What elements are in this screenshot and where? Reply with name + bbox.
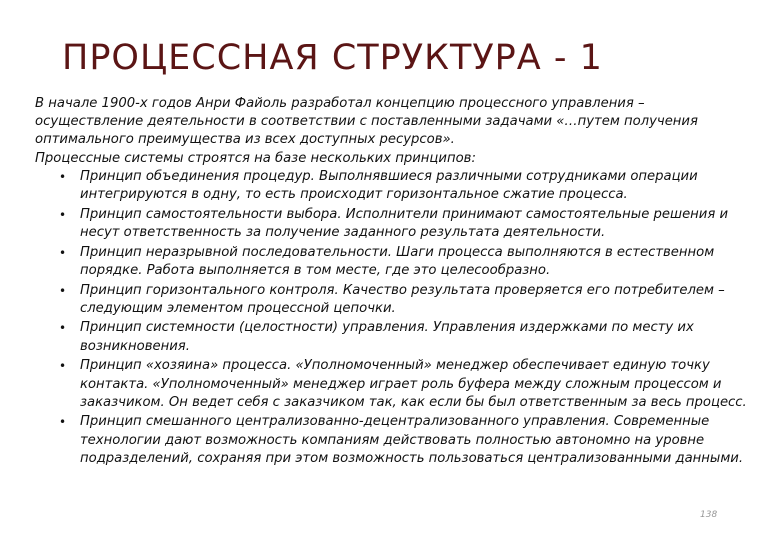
list-item xyxy=(35,282,747,318)
bullet-icon: • xyxy=(59,245,67,260)
bullet-icon: • xyxy=(59,207,67,222)
intro-paragraph: В начале 1900-х годов Анри Файоль разработал концепцию процессного управления – осуществление деятельности в соответствии с поставленными задачами «…путем получения оптимального преимущества из всех доступных ресурсов». xyxy=(35,96,698,148)
bullet-icon: • xyxy=(59,415,67,430)
slide-body xyxy=(35,95,747,470)
list-item-text: Принцип неразрывной последовательности. Шаги процесса выполняются в естественном порядке. Работа выполняется в том месте, где это целесообразно. xyxy=(80,244,715,278)
page-number: 138 xyxy=(700,510,718,520)
bullet-icon: • xyxy=(59,169,67,184)
list-item-text: Принцип смешанного централизованно-децентрализованного управления. Современные технологии дают возможность компаниям действовать полностью автономно на уровне подразделений, сохраняя при этом возможность пользоваться централизованными данными. xyxy=(80,414,744,466)
list-item-text: Принцип «хозяина» процесса. «Уполномоченный» менеджер обеспечивает единую точку контакта. «Уполномоченный» менеджер играет роль буфера между сложным процессом и заказчиком. Он ведет себя с заказчиком так, как если бы был ответственным за весь процесс. xyxy=(80,358,747,410)
principles-lead: Процессные системы строятся на базе нескольких принципов: xyxy=(35,150,476,166)
list-item xyxy=(35,413,747,468)
slide-title: ПРОЦЕССНАЯ СТРУКТУРА - 1 xyxy=(62,38,603,78)
list-item xyxy=(35,168,747,204)
principles-list xyxy=(35,168,747,468)
list-item-text: Принцип системности (целостности) управления. Управления издержками по месту их возникновения. xyxy=(80,320,694,354)
list-item-text: Принцип самостоятельности выбора. Исполнители принимают самостоятельные решения и несут ответственность за получение заданного результата деятельности. xyxy=(80,206,729,240)
list-item xyxy=(35,319,747,355)
bullet-icon: • xyxy=(59,359,67,374)
bullet-icon: • xyxy=(59,283,67,298)
list-item xyxy=(35,244,747,280)
list-item xyxy=(35,357,747,412)
list-item-text: Принцип объединения процедур. Выполнявшиеся различными сотрудниками операции интегрируются в одну, то есть происходит горизонтальное сжатие процесса. xyxy=(80,168,698,203)
bullet-icon: • xyxy=(59,321,67,336)
list-item-text: Принцип горизонтального контроля. Качество результата проверяется его потребителем – следующим элементом процессной цепочки. xyxy=(80,282,725,316)
list-item xyxy=(35,206,747,242)
